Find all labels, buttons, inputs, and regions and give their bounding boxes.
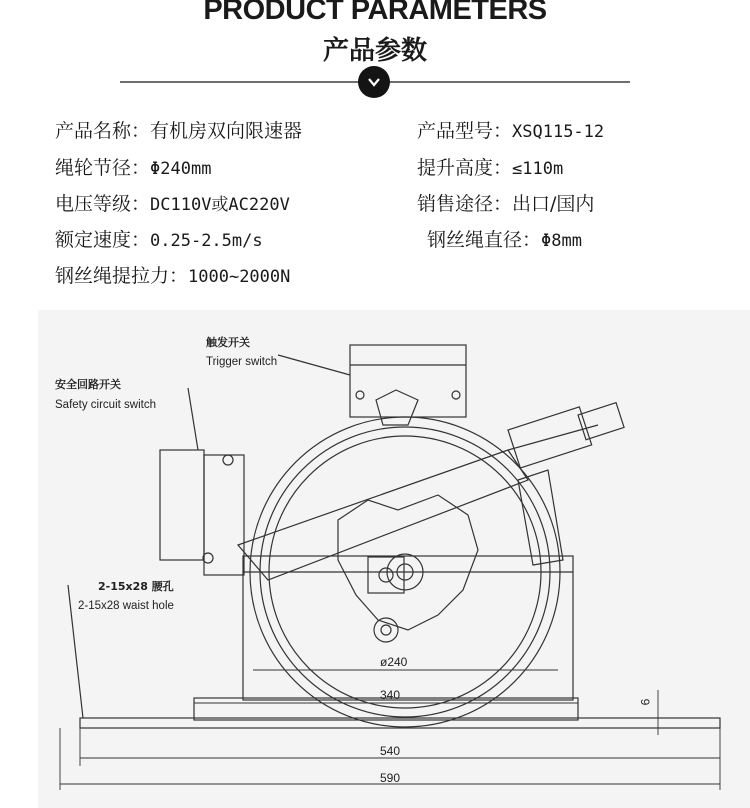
param-rated-speed: 额定速度：0.25-2.5m/s	[55, 229, 263, 251]
trigger-label-en: Trigger switch	[206, 356, 278, 368]
param-rope-diameter: 钢丝绳直径：Φ8mm	[427, 229, 582, 251]
dim-340: 340	[380, 688, 401, 702]
param-lifting-height: 提升高度：≤110m	[417, 157, 564, 179]
governor-drawing-svg	[38, 310, 750, 808]
waist-label-cn: 2-15x28 腰孔	[98, 580, 174, 593]
waist-label-en: 2-15x28 waist hole	[78, 600, 174, 612]
param-product-model: 产品型号：XSQ115-12	[417, 120, 605, 142]
title-english: PRODUCT PARAMETERS	[203, 0, 547, 26]
safety-switch-box	[160, 450, 204, 560]
safety-label-en: Safety circuit switch	[55, 399, 156, 411]
param-voltage: 电压等级：DC110V或AC220V	[55, 193, 290, 215]
trigger-label-cn: 触发开关	[206, 336, 250, 349]
dim-240: ø240	[380, 655, 408, 669]
param-product-name: 产品名称：有机房双向限速器	[55, 120, 303, 142]
param-sales-channel: 销售途径：出口/国内	[417, 193, 595, 215]
param-sheave-diameter: 绳轮节径：Φ240mm	[55, 157, 212, 179]
dim-590: 590	[380, 771, 401, 785]
param-rope-pull-force: 钢丝绳提拉力：1000~2000N	[55, 265, 291, 287]
trigger-leader	[278, 355, 350, 375]
safety-leader	[188, 388, 198, 450]
technical-drawing	[38, 310, 750, 808]
chevron-down-icon	[358, 66, 390, 98]
trigger-switch-box	[350, 345, 466, 417]
dim-6: 6	[638, 698, 653, 706]
safety-label-cn: 安全回路开关	[55, 378, 121, 391]
title-chinese: 产品参数	[322, 36, 427, 66]
dim-540: 540	[380, 744, 401, 758]
